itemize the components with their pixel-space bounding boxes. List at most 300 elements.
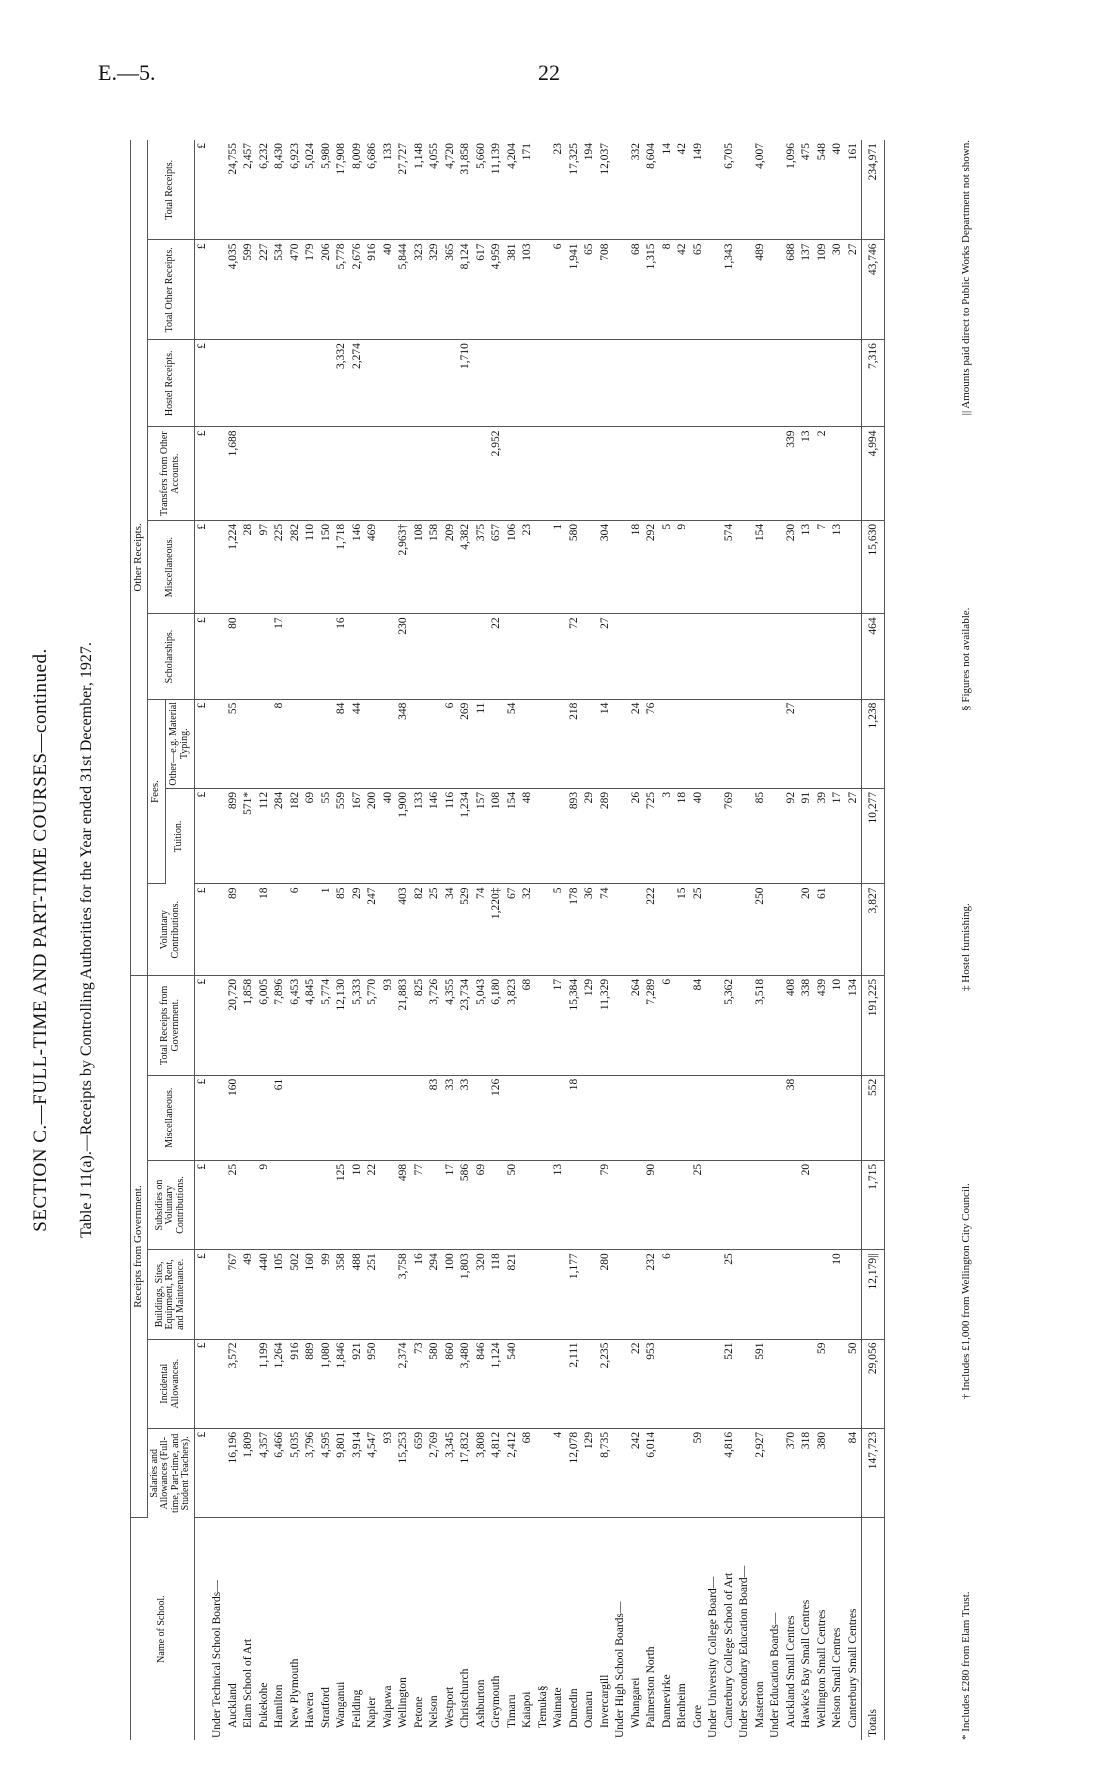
amount-cell: 84 xyxy=(846,1428,862,1517)
amount-cell xyxy=(629,884,645,975)
section-title: SECTION C.—FULL-TIME AND PART-TIME COURSES—continued. xyxy=(30,648,51,1232)
table-row xyxy=(443,140,459,1740)
table-row xyxy=(815,140,831,1740)
amount-cell: 48 xyxy=(520,788,536,884)
amount-cell: 85 xyxy=(753,788,769,884)
amount-cell: 24,755 xyxy=(226,140,242,240)
amount-cell: 403 xyxy=(396,884,412,975)
amount-cell xyxy=(784,1160,800,1249)
amount-cell: 4,035 xyxy=(226,240,242,340)
amount-cell xyxy=(443,427,459,520)
amount-cell xyxy=(753,1250,769,1339)
amount-cell: 2,963† xyxy=(396,520,412,613)
amount-cell xyxy=(737,1160,753,1249)
amount-cell xyxy=(427,614,443,699)
amount-cell xyxy=(706,975,722,1075)
amount-cell: £ xyxy=(194,975,210,1075)
rotated-page-content xyxy=(0,120,1114,1760)
amount-cell xyxy=(257,340,273,427)
amount-cell xyxy=(381,1160,397,1249)
amount-cell xyxy=(613,788,629,884)
amount-cell xyxy=(210,1075,226,1160)
amount-cell: 69 xyxy=(474,1160,490,1249)
header-group-fees: Fees. xyxy=(147,699,165,884)
table-row xyxy=(303,140,319,1740)
amount-cell: 548 xyxy=(815,140,831,240)
amount-cell: 13 xyxy=(830,520,846,613)
amount-cell xyxy=(706,699,722,788)
amount-cell: 5 xyxy=(551,884,567,975)
school-name-cell: Totals xyxy=(862,1518,885,1740)
amount-cell xyxy=(567,340,583,427)
amount-cell xyxy=(768,1075,784,1160)
footnote: * Includes £280 from Elam Trust. xyxy=(960,1591,972,1740)
amount-cell xyxy=(722,340,738,427)
amount-cell: 44 xyxy=(350,699,366,788)
amount-cell xyxy=(691,1075,707,1160)
amount-cell xyxy=(582,1250,598,1339)
amount-cell xyxy=(241,699,257,788)
amount-cell: 408 xyxy=(784,975,800,1075)
amount-cell xyxy=(412,340,428,427)
amount-cell xyxy=(288,1160,304,1249)
amount-cell: 251 xyxy=(365,1250,381,1339)
amount-cell xyxy=(784,1250,800,1339)
amount-cell xyxy=(536,788,552,884)
amount-cell: 11,329 xyxy=(598,975,614,1075)
amount-cell xyxy=(381,1339,397,1428)
amount-cell xyxy=(737,1428,753,1517)
amount-cell: 921 xyxy=(350,1339,366,1428)
amount-cell xyxy=(706,1160,722,1249)
amount-cell: 93 xyxy=(381,975,397,1075)
amount-cell: 8,124 xyxy=(458,240,474,340)
amount-cell: 25 xyxy=(691,1160,707,1249)
amount-cell xyxy=(257,1075,273,1160)
amount-cell xyxy=(303,1075,319,1160)
amount-cell: 4,720 xyxy=(443,140,459,240)
group-heading-row xyxy=(768,140,784,1740)
amount-cell: 571* xyxy=(241,788,257,884)
amount-cell xyxy=(768,1250,784,1339)
table-title: Table J 11(a).—Receipts by Controlling Authorities for the Year ended 31st December, 1927. xyxy=(78,642,95,1238)
amount-cell: 13 xyxy=(799,520,815,613)
amount-cell xyxy=(660,884,676,975)
table-row xyxy=(334,140,350,1740)
table-row xyxy=(226,140,242,1740)
amount-cell xyxy=(427,340,443,427)
school-name-cell: Napier xyxy=(366,1696,379,1728)
amount-cell: 59 xyxy=(815,1339,831,1428)
amount-cell xyxy=(381,614,397,699)
amount-cell: 72 xyxy=(567,614,583,699)
amount-cell: 1,124 xyxy=(489,1339,505,1428)
amount-cell: 23,734 xyxy=(458,975,474,1075)
amount-cell xyxy=(319,340,335,427)
amount-cell: 85 xyxy=(334,884,350,975)
amount-cell: 230 xyxy=(396,614,412,699)
amount-cell xyxy=(210,520,226,613)
table-row xyxy=(582,140,598,1740)
amount-cell xyxy=(241,1160,257,1249)
school-name-cell: Wellington xyxy=(397,1677,410,1728)
amount-cell xyxy=(536,427,552,520)
amount-cell xyxy=(675,1160,691,1249)
amount-cell: 2,769 xyxy=(427,1428,443,1517)
amount-cell: 6,232 xyxy=(257,140,273,240)
amount-cell xyxy=(660,699,676,788)
amount-cell: 10 xyxy=(350,1160,366,1249)
amount-cell: 55 xyxy=(226,699,242,788)
amount-cell xyxy=(706,1428,722,1517)
amount-cell xyxy=(737,788,753,884)
amount-cell xyxy=(613,1160,629,1249)
amount-cell: £ xyxy=(194,614,210,699)
amount-cell: 126 xyxy=(489,1075,505,1160)
amount-cell: 586 xyxy=(458,1160,474,1249)
amount-cell: 83 xyxy=(427,1075,443,1160)
amount-cell: 5,333 xyxy=(350,975,366,1075)
school-name-cell: Dunedin xyxy=(567,1688,580,1728)
amount-cell xyxy=(799,1339,815,1428)
school-name-cell: Under Technical School Boards— xyxy=(211,1580,224,1738)
amount-cell xyxy=(257,614,273,699)
amount-cell: 1,846 xyxy=(334,1339,350,1428)
amount-cell xyxy=(412,699,428,788)
amount-cell xyxy=(536,975,552,1075)
amount-cell xyxy=(582,520,598,613)
amount-cell xyxy=(272,427,288,520)
amount-cell: 489 xyxy=(753,240,769,340)
amount-cell: £ xyxy=(194,1250,210,1339)
amount-cell: 6 xyxy=(551,240,567,340)
amount-cell xyxy=(536,884,552,975)
amount-cell: 318 xyxy=(799,1428,815,1517)
footnote: § Figures not available. xyxy=(960,607,972,711)
amount-cell: 218 xyxy=(567,699,583,788)
amount-cell: 6 xyxy=(443,699,459,788)
amount-cell xyxy=(846,1250,862,1339)
amount-cell: 30 xyxy=(830,240,846,340)
amount-cell xyxy=(830,699,846,788)
school-name-cell: Palmerston North xyxy=(645,1646,658,1728)
amount-cell xyxy=(706,788,722,884)
amount-cell xyxy=(210,1250,226,1339)
school-name-cell: Auckland xyxy=(226,1683,239,1728)
amount-cell: 3,332 xyxy=(334,340,350,427)
amount-cell: 93 xyxy=(381,1428,397,1517)
amount-cell xyxy=(551,699,567,788)
amount-cell: 99 xyxy=(319,1250,335,1339)
amount-cell: 289 xyxy=(598,788,614,884)
amount-cell xyxy=(706,1075,722,1160)
receipts-table xyxy=(130,140,885,1740)
amount-cell: 27 xyxy=(846,240,862,340)
amount-cell: 27 xyxy=(846,788,862,884)
amount-cell xyxy=(768,1339,784,1428)
amount-cell xyxy=(660,1339,676,1428)
amount-cell: 657 xyxy=(489,520,505,613)
amount-cell xyxy=(613,1250,629,1339)
amount-cell xyxy=(520,614,536,699)
amount-cell: 4,547 xyxy=(365,1428,381,1517)
amount-cell xyxy=(613,1339,629,1428)
amount-cell: 209 xyxy=(443,520,459,613)
amount-cell xyxy=(536,1339,552,1428)
amount-cell xyxy=(396,340,412,427)
amount-cell: 6,705 xyxy=(722,140,738,240)
amount-cell xyxy=(846,614,862,699)
amount-cell xyxy=(768,340,784,427)
amount-cell xyxy=(660,427,676,520)
amount-cell: 16 xyxy=(334,614,350,699)
amount-cell xyxy=(737,340,753,427)
amount-cell: 470 xyxy=(288,240,304,340)
amount-cell xyxy=(846,1160,862,1249)
amount-cell: 5,043 xyxy=(474,975,490,1075)
amount-cell xyxy=(722,1160,738,1249)
amount-cell: 23 xyxy=(520,520,536,613)
amount-cell: 69 xyxy=(303,788,319,884)
amount-cell xyxy=(288,427,304,520)
amount-cell xyxy=(365,614,381,699)
amount-cell xyxy=(846,340,862,427)
amount-cell: £ xyxy=(194,427,210,520)
amount-cell: 323 xyxy=(412,240,428,340)
amount-cell xyxy=(520,1075,536,1160)
table-row xyxy=(629,140,645,1740)
amount-cell: 80 xyxy=(226,614,242,699)
amount-cell xyxy=(644,614,660,699)
amount-cell xyxy=(210,1339,226,1428)
amount-cell xyxy=(210,427,226,520)
school-name-cell: Under University College Board— xyxy=(707,1576,720,1738)
school-name-cell: Timaru xyxy=(505,1694,518,1728)
amount-cell: 6,686 xyxy=(365,140,381,240)
amount-cell: 61 xyxy=(815,884,831,975)
amount-cell: 825 xyxy=(412,975,428,1075)
amount-cell: 4,007 xyxy=(753,140,769,240)
amount-cell xyxy=(846,884,862,975)
amount-cell: 68 xyxy=(520,1428,536,1517)
amount-cell xyxy=(288,699,304,788)
amount-cell: 179 xyxy=(303,240,319,340)
amount-cell xyxy=(505,614,521,699)
amount-cell: 171 xyxy=(520,140,536,240)
amount-cell: 21,883 xyxy=(396,975,412,1075)
amount-cell: 2,412 xyxy=(505,1428,521,1517)
amount-cell: 157 xyxy=(474,788,490,884)
amount-cell: 222 xyxy=(644,884,660,975)
amount-cell xyxy=(737,614,753,699)
page-number: 22 xyxy=(538,60,560,85)
amount-cell xyxy=(241,884,257,975)
amount-cell: 25 xyxy=(427,884,443,975)
school-name-cell: Westport xyxy=(443,1686,456,1728)
amount-cell: 100 xyxy=(443,1250,459,1339)
amount-cell: 18 xyxy=(567,1075,583,1160)
amount-cell: 29 xyxy=(582,788,598,884)
amount-cell xyxy=(536,699,552,788)
amount-cell xyxy=(830,1339,846,1428)
amount-cell: 12,078 xyxy=(567,1428,583,1517)
amount-cell: 97 xyxy=(257,520,273,613)
group-heading-row xyxy=(210,140,226,1740)
amount-cell: 329 xyxy=(427,240,443,340)
amount-cell xyxy=(768,614,784,699)
amount-cell: 106 xyxy=(505,520,521,613)
amount-cell xyxy=(675,614,691,699)
amount-cell xyxy=(598,340,614,427)
amount-cell xyxy=(768,699,784,788)
amount-cell: 2 xyxy=(815,427,831,520)
amount-cell xyxy=(443,340,459,427)
amount-cell: 8 xyxy=(272,699,288,788)
amount-cell: £ xyxy=(194,140,210,240)
amount-cell xyxy=(675,340,691,427)
amount-cell: 4 xyxy=(551,1428,567,1517)
amount-cell: 4,812 xyxy=(489,1428,505,1517)
table-row xyxy=(474,140,490,1740)
amount-cell: 4,357 xyxy=(257,1428,273,1517)
amount-cell: 109 xyxy=(815,240,831,340)
amount-cell xyxy=(303,614,319,699)
amount-cell xyxy=(241,340,257,427)
amount-cell: 1,264 xyxy=(272,1339,288,1428)
amount-cell: 6,453 xyxy=(288,975,304,1075)
amount-cell: 280 xyxy=(598,1250,614,1339)
amount-cell: 332 xyxy=(629,140,645,240)
amount-cell: 49 xyxy=(241,1250,257,1339)
amount-cell xyxy=(505,427,521,520)
amount-cell: 821 xyxy=(505,1250,521,1339)
amount-cell xyxy=(815,340,831,427)
amount-cell xyxy=(629,1075,645,1160)
amount-cell: 25 xyxy=(722,1250,738,1339)
amount-cell: 31,858 xyxy=(458,140,474,240)
amount-cell xyxy=(753,614,769,699)
amount-cell: £ xyxy=(194,699,210,788)
amount-cell: 521 xyxy=(722,1339,738,1428)
amount-cell xyxy=(722,614,738,699)
totals-row xyxy=(862,140,885,1740)
amount-cell xyxy=(706,340,722,427)
amount-cell: 1,900 xyxy=(396,788,412,884)
amount-cell: 194 xyxy=(582,140,598,240)
amount-cell xyxy=(613,140,629,240)
amount-cell xyxy=(381,340,397,427)
amount-cell: £ xyxy=(194,884,210,975)
amount-cell: £ xyxy=(194,1160,210,1249)
amount-cell: 22 xyxy=(365,1160,381,1249)
amount-cell xyxy=(691,427,707,520)
amount-cell: 375 xyxy=(474,520,490,613)
amount-cell: 2,927 xyxy=(753,1428,769,1517)
amount-cell xyxy=(210,340,226,427)
amount-cell: 4,204 xyxy=(505,140,521,240)
amount-cell: 232 xyxy=(644,1250,660,1339)
amount-cell: 40 xyxy=(830,140,846,240)
amount-cell xyxy=(675,1339,691,1428)
amount-cell: 3,345 xyxy=(443,1428,459,1517)
amount-cell xyxy=(691,1250,707,1339)
amount-cell: 242 xyxy=(629,1428,645,1517)
amount-cell: 61 xyxy=(272,1075,288,1160)
amount-cell xyxy=(598,1075,614,1160)
amount-cell: 2,457 xyxy=(241,140,257,240)
group-heading-row xyxy=(737,140,753,1740)
amount-cell xyxy=(381,520,397,613)
amount-cell xyxy=(520,1160,536,1249)
amount-cell xyxy=(582,1339,598,1428)
amount-cell: 769 xyxy=(722,788,738,884)
amount-cell: 1,688 xyxy=(226,427,242,520)
amount-cell: 32 xyxy=(520,884,536,975)
amount-cell xyxy=(644,340,660,427)
amount-cell xyxy=(613,884,629,975)
amount-cell: 8,604 xyxy=(644,140,660,240)
amount-cell: 599 xyxy=(241,240,257,340)
school-name-cell: Feilding xyxy=(350,1689,363,1728)
amount-cell: 3,914 xyxy=(350,1428,366,1517)
amount-cell: 182 xyxy=(288,788,304,884)
amount-cell xyxy=(784,884,800,975)
amount-cell: 916 xyxy=(365,240,381,340)
amount-cell xyxy=(691,699,707,788)
amount-cell xyxy=(737,1339,753,1428)
amount-cell: 469 xyxy=(365,520,381,613)
amount-cell xyxy=(272,340,288,427)
amount-cell xyxy=(768,788,784,884)
amount-cell: 1,941 xyxy=(567,240,583,340)
amount-cell: 3,518 xyxy=(753,975,769,1075)
amount-cell: 502 xyxy=(288,1250,304,1339)
amount-cell: 134 xyxy=(846,975,862,1075)
amount-cell: 5,660 xyxy=(474,140,490,240)
amount-cell: 552 xyxy=(862,1075,885,1160)
amount-cell xyxy=(551,1075,567,1160)
amount-cell xyxy=(350,1075,366,1160)
amount-cell xyxy=(536,240,552,340)
amount-cell xyxy=(613,340,629,427)
amount-cell: 20 xyxy=(799,1160,815,1249)
amount-cell xyxy=(737,240,753,340)
amount-cell: 15,384 xyxy=(567,975,583,1075)
amount-cell xyxy=(412,427,428,520)
header-scholarships: Scholarships. xyxy=(147,614,194,699)
amount-cell: 3,572 xyxy=(226,1339,242,1428)
amount-cell: 370 xyxy=(784,1428,800,1517)
school-name-cell: Blenheim xyxy=(676,1683,689,1728)
amount-cell: £ xyxy=(194,340,210,427)
amount-cell: 4,959 xyxy=(489,240,505,340)
amount-cell xyxy=(381,1250,397,1339)
amount-cell xyxy=(815,1250,831,1339)
amount-cell: 1,234 xyxy=(458,788,474,884)
amount-cell xyxy=(613,427,629,520)
amount-cell: 294 xyxy=(427,1250,443,1339)
amount-cell xyxy=(474,614,490,699)
amount-cell: 6 xyxy=(288,884,304,975)
amount-cell xyxy=(551,1250,567,1339)
amount-cell: 6,180 xyxy=(489,975,505,1075)
amount-cell: £ xyxy=(194,1075,210,1160)
amount-cell: 29 xyxy=(350,884,366,975)
amount-cell: 10 xyxy=(830,975,846,1075)
amount-cell: 77 xyxy=(412,1160,428,1249)
amount-cell xyxy=(536,1250,552,1339)
amount-cell xyxy=(582,1075,598,1160)
